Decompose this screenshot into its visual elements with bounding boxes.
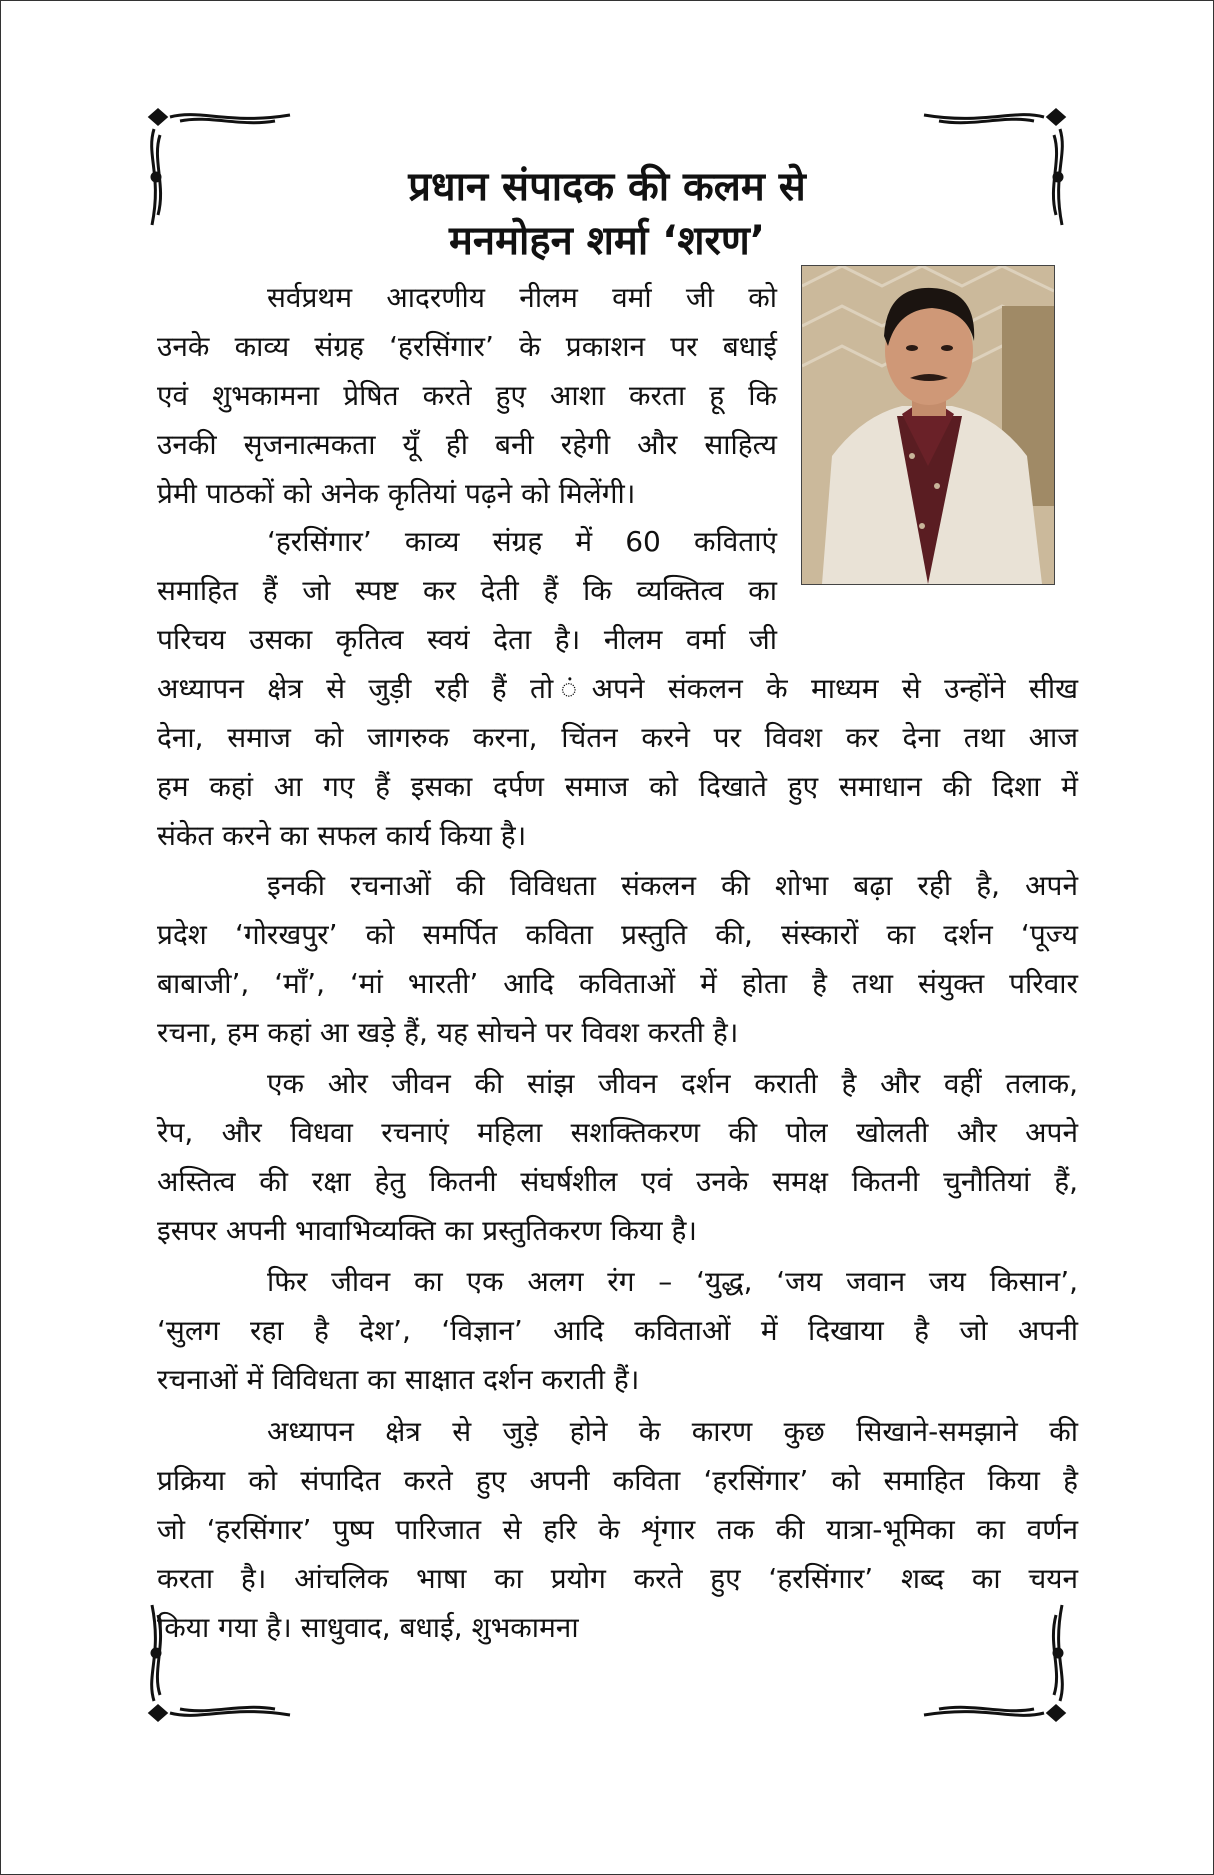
text-line: परिचय उसका कृतित्व स्वयं देता है। नीलम वर्मा जी [157, 623, 777, 656]
paragraph-4 [157, 1059, 1078, 1255]
text-line: इसपर अपनी भावाभिव्यक्ति का प्रस्तुतिकरण किया है। [157, 1214, 697, 1247]
text-line: सर्वप्रथम आदरणीय नीलम वर्मा जी को [267, 281, 777, 314]
text-line: प्रदेश ‘गोरखपुर’ को समर्पित कविता प्रस्तुति की, संस्कारों का दर्शन ‘पूज्य [157, 918, 1078, 951]
text-line: एवं शुभकामना प्रेषित करते हुए आशा करता हू कि [157, 379, 777, 412]
text-line: किया गया है। साधुवाद, बधाई, शुभकामना [157, 1611, 579, 1644]
text-line: समाहित हैं जो स्पष्ट कर देती हैं कि व्यक्तित्व का [157, 574, 777, 607]
text-line: संकेत करने का सफल कार्य किया है। [157, 819, 527, 852]
portrait-photo-icon [802, 266, 1054, 584]
text-line: ‘हरसिंगार’ काव्य संग्रह में 60 कविताएं [267, 525, 777, 558]
text-line: ‘सुलग रहा है देश’, ‘विज्ञान’ आदि कविताओं में दिखाया है जो अपनी [157, 1314, 1078, 1347]
paragraph-2-continued [157, 664, 1078, 860]
text-line: अध्यापन क्षेत्र से जुड़े होने के कारण कुछ सिखाने-समझाने की [267, 1415, 1078, 1448]
text-line: फिर जीवन का एक अलग रंग – ‘युद्ध, ‘जय जवान जय किसान’, [267, 1265, 1078, 1298]
paragraph-3 [157, 861, 1078, 1057]
text-line: एक ओर जीवन की सांझ जीवन दर्शन कराती है और वहीं तलाक, [267, 1067, 1078, 1100]
text-line: अध्यापन क्षेत्र से जुड़ी रही हैं तो ंअपने संकलन के माध्यम से उन्होंने सीख [157, 672, 1078, 705]
paragraph-5 [157, 1257, 1078, 1404]
text-line: रचनाओं में विविधता का साक्षात दर्शन कराती हैं। [157, 1363, 640, 1396]
text-line: देना, समाज को जागरुक करना, चिंतन करने पर विवश कर देना तथा आज [157, 721, 1078, 754]
text-line: अस्तित्व की रक्षा हेतु कितनी संघर्षशील एवं उनके समक्ष कितनी चुनौतियां हैं, [157, 1165, 1078, 1198]
text-line: प्रेमी पाठकों को अनेक कृतियां पढ़ने को मिलेंगी। [157, 477, 636, 510]
text-line: हम कहां आ गए हैं इसका दर्पण समाज को दिखाते हुए समाधान की दिशा में [157, 770, 1078, 803]
author-photo [801, 265, 1055, 585]
text-line: प्रक्रिया को संपादित करते हुए अपनी कविता ‘हरसिंगार’ को समाहित किया है [157, 1464, 1078, 1497]
text-line: इनकी रचनाओं की विविधता संकलन की शोभा बढ़ा रही है, अपने [267, 869, 1078, 902]
page-title [200, 160, 1014, 268]
title-line-2-author: मनमोहन शर्मा ‘शरण’ [448, 218, 766, 264]
text-line: उनके काव्य संग्रह ‘हरसिंगार’ के प्रकाशन पर बधाई [157, 330, 777, 363]
paragraph-1 [157, 273, 777, 518]
paragraph-6 [157, 1407, 1078, 1652]
text-line: रेप, और विधवा रचनाएं महिला सशक्तिकरण की पोल खोलती और अपने [157, 1116, 1078, 1149]
title-line-1: प्रधान संपादक की कलम से [408, 164, 806, 210]
text-line: उनकी सृजनात्मकता यूँ ही बनी रहेगी और साहित्य [157, 428, 777, 461]
paragraph-2 [157, 517, 777, 664]
text-line: बाबाजी’, ‘माँ’, ‘मां भारती’ आदि कविताओं में होता है तथा संयुक्त परिवार [157, 967, 1078, 1000]
text-line: करता है। आंचलिक भाषा का प्रयोग करते हुए ‘हरसिंगार’ शब्द का चयन [157, 1562, 1078, 1595]
text-line: रचना, हम कहां आ खड़े हैं, यह सोचने पर विवश करती है। [157, 1016, 739, 1049]
text-line: जो ‘हरसिंगार’ पुष्प पारिजात से हरि के शृंगार तक की यात्रा-भूमिका का वर्णन [157, 1513, 1078, 1546]
